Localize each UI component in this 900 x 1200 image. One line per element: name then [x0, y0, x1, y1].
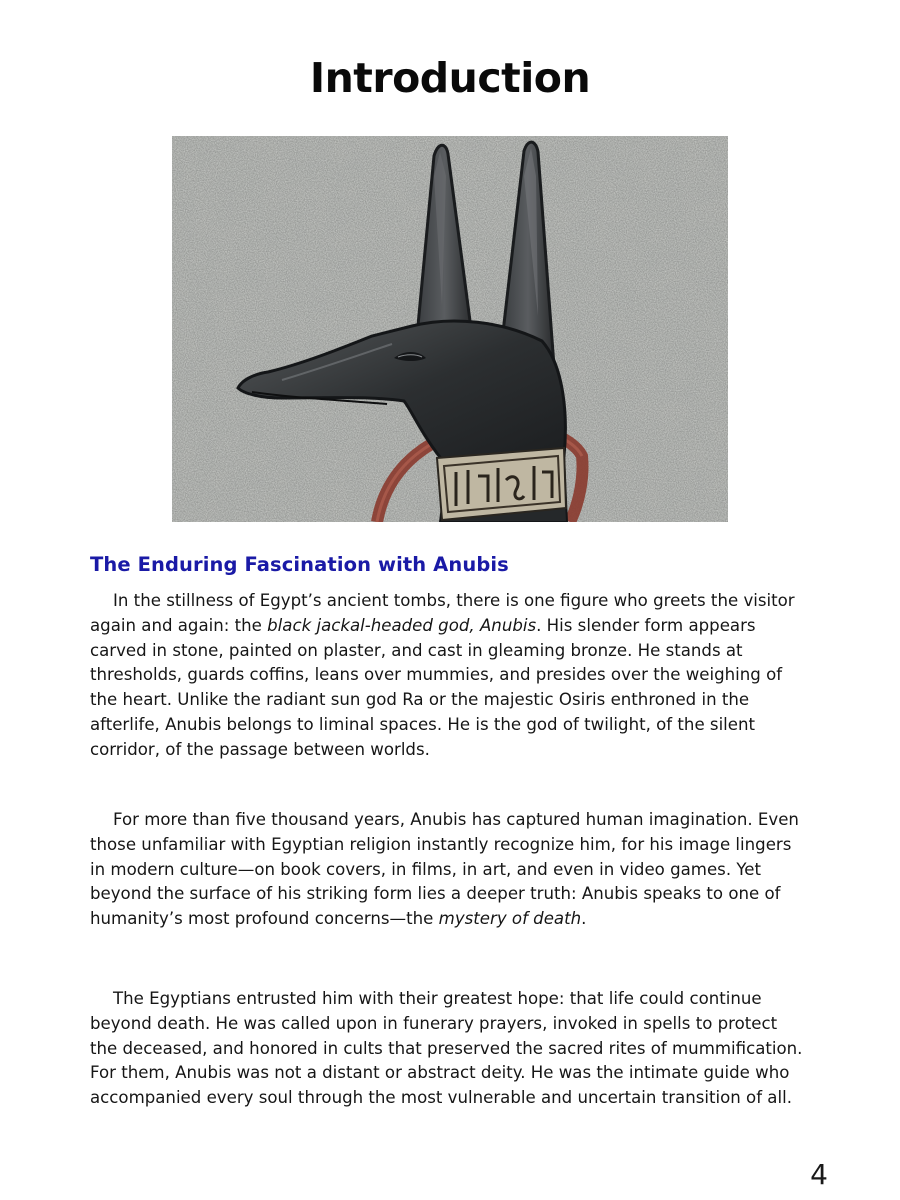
- paragraph-3: The Egyptians entrusted him with their greatest hope: that life could continue beyond death. He was called upon in funerary prayers, invoked in spells to protect the deceased, and honored in cults that preserved the sacred rites of mummification. For them, Anubis was not a distant or abstract deity. He was the intimate guide who accompanied every soul through the most vulnerable and uncertain transition of all.: [90, 989, 803, 1108]
- emphasis-anubis: black jackal-headed god, Anubis: [267, 615, 537, 635]
- page-title: Introduction: [309, 54, 591, 102]
- section-heading: The Enduring Fascination with Anubis: [90, 553, 509, 576]
- emphasis-mystery: mystery of death: [438, 909, 582, 929]
- anubis-relief-image: [172, 136, 728, 522]
- page-number: 4: [810, 1158, 828, 1191]
- paragraph-1: In the stillness of Egypt’s ancient tombs, there is one figure who greets the visitor again and again: the black jackal-headed god, Anubis. His slender form appears carved in stone, painted on plaster, and cast in gleaming bronze. He stands at thresholds, guards coffins, leans over mummies, and presides over the weighing of the heart. Unlike the radiant sun god Ra or the majestic Osiris enthroned in the afterlife, Anubis belongs to liminal spaces. He is the god of twilight, of the silent corridor, of the passage between worlds.: [90, 591, 795, 759]
- paragraph-2: For more than five thousand years, Anubis has captured human imagination. Even those unfamiliar with Egyptian religion instantly recognize him, for his image lingers in modern culture—on book covers, in films, in art, and even in video games. Yet beyond the surface of his striking form lies a deeper truth: Anubis speaks to one of humanity’s most profound concerns—the mystery of death.: [90, 810, 799, 929]
